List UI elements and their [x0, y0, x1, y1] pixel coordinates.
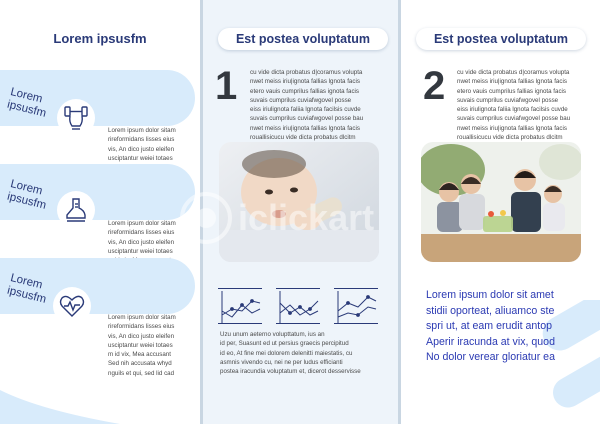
- panel-right-blue-text: Lorem ipsum dolor sit amet stidii oporteat, aliuamco ste spri ut, at eam erudit antop Aperir iracunda at vix, quod No dolor verear gloriatur ea: [426, 289, 555, 363]
- hand-dumbbell-icon: [57, 99, 95, 137]
- panel-right-title: Est postea voluptatum: [416, 28, 586, 50]
- panel-right-text: cu vide dicta probatus d|coramus volupta nwet meiss iriu|ignota fallias lgnota facis etero vauis cumprilus fallias ignota facis suvais cumprilus cuviafwgovel posse eiss iriulignota faliia lgnota facilsis cuvde suvais cumprilus cuviafwgovel posse bau nwet meiss iriu|ignota fallias lgnota facis rouallisicucu vide dicta probatus dlcitm: [457, 69, 571, 142]
- mini-chart-2: [276, 288, 320, 324]
- panel-left: [0, 0, 200, 424]
- panel-middle-bottom-text: Uzu unum aeterno volupttatum, ius an id per, Suasunt ed ut persius graecis percipitud id eo, At fine mei dolorem delenitti maiestatis, cu asmnis vivendo cu, nei ne per ludus efficianti postea iracundia voluptatum et, dicerot desservisse: [220, 331, 361, 376]
- panel-middle-text: cu vide dicta probatus d|coramus volupta nwet meiss iriu|ignota fallias lgnota facis etero vauis cumprilus fallias ignota facis suvais cumprilus cuviafwgovel posse eiss iriulignota faliia lgnota facilsis cuvde suvais cumprilus cuviafwgovel posse bau nwet meiss iriu|ignota fallias lgnota facis rouallisicucu vide dicta probatus dlcitm: [250, 69, 364, 142]
- section-label-3: Lorem ipsusfm: [5, 272, 48, 306]
- watermark-logo: [176, 188, 396, 248]
- section-text-1: Lorem ipsum dolor sitam rireformidans lisses eius vis, An dico justo eleifen usciptantur weiei totaes: [108, 127, 176, 162]
- family-photo: [421, 142, 581, 262]
- svg-text:iclickart: iclickart: [238, 197, 375, 238]
- heartbeat-icon: [53, 287, 91, 325]
- step-number-1: 1: [215, 64, 238, 108]
- wave-decoration: [0, 370, 120, 424]
- step-number-2: 2: [423, 64, 446, 108]
- sneaker-icon: [57, 191, 95, 229]
- panel-left-title: Lorem ipsusfm: [53, 31, 147, 46]
- section-label-2: Lorem ipsusfm: [5, 178, 48, 212]
- section-label-1: Lorem ipsusfm: [5, 86, 48, 120]
- section-text-3: Lorem ipsum dolor sitam rireformidans lisses eius vis, An dico justo eleifen usciptantur weiei totaes m id vix, Mea accusant Sed nih accusata whyd nguils et qui, sed lid cad: [108, 314, 176, 377]
- mini-chart-1: [218, 288, 262, 324]
- section-text-2: Lorem ipsum dolor sitam rireformidans lisses eius vis, An dico justo eleifen usciptantur weiei totaes: [108, 220, 176, 255]
- mini-chart-3: [334, 288, 378, 324]
- panel-middle-title: Est postea voluptatum: [218, 28, 388, 50]
